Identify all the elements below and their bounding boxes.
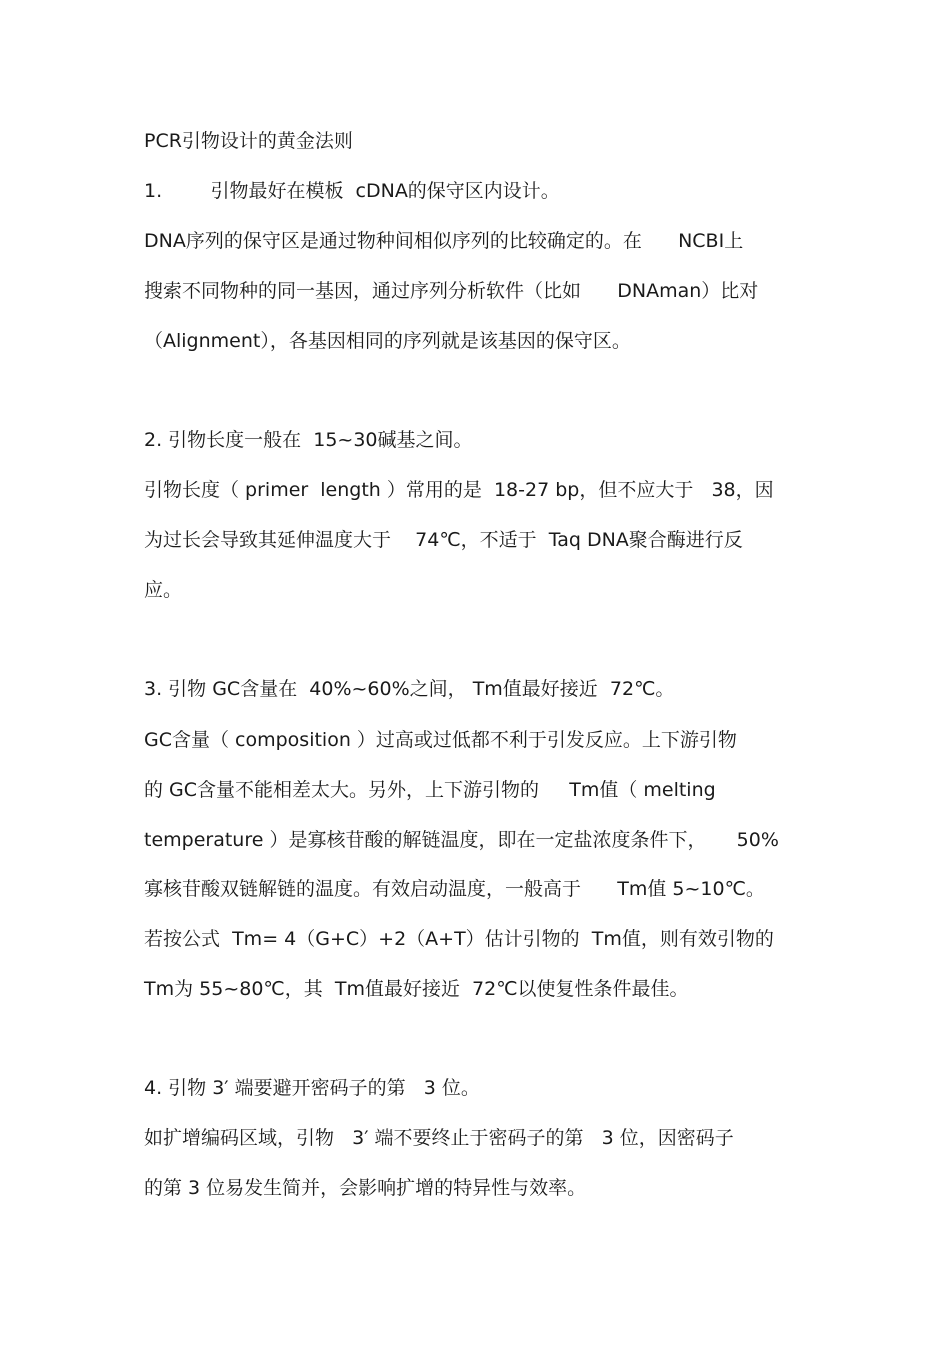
section-3-line-3: temperature ）是寡核苷酸的解链温度，即在一定盐浓度条件下， 50% bbox=[144, 829, 779, 851]
section-3-line-5: 若按公式 Tm= 4（G+C）+2（A+T）估计引物的 Tm值，则有效引物的 bbox=[144, 928, 774, 950]
section-1-heading: 1. 引物最好在模板 cDNA的保守区内设计。 bbox=[144, 180, 560, 202]
section-4-line-2: 的第 3 位易发生简并，会影响扩增的特异性与效率。 bbox=[144, 1177, 587, 1199]
section-4-heading: 4. 引物 3′ 端要避开密码子的第 3 位。 bbox=[144, 1077, 480, 1099]
section-3-line-6: Tm为 55~80℃，其 Tm值最好接近 72℃以使复性条件最佳。 bbox=[144, 978, 689, 1000]
section-2-line-1: 引物长度（ primer length ）常用的是 18-27 bp，但不应大于 38，因 bbox=[144, 479, 774, 501]
section-3-line-2: 的 GC含量不能相差太大。另外，上下游引物的 Tm值（ melting bbox=[144, 779, 716, 801]
section-3-line-4: 寡核苷酸双链解链的温度。有效启动温度，一般高于 Tm值 5~10℃。 bbox=[144, 878, 765, 900]
section-1-line-1: DNA序列的保守区是通过物种间相似序列的比较确定的。在 NCBI上 bbox=[144, 230, 744, 252]
section-1-line-2: 搜索不同物种的同一基因，通过序列分析软件（比如 DNAman）比对 bbox=[144, 280, 759, 302]
section-3-heading: 3. 引物 GC含量在 40%~60%之间， Tm值最好接近 72℃。 bbox=[144, 678, 675, 700]
section-1-line-3: （Alignment），各基因相同的序列就是该基因的保守区。 bbox=[144, 330, 631, 352]
section-2-line-2: 为过长会导致其延伸温度大于 74℃，不适于 Taq DNA聚合酶进行反 bbox=[144, 529, 743, 551]
section-3-line-1: GC含量（ composition ）过高或过低都不利于引发反应。上下游引物 bbox=[144, 729, 737, 751]
document-title: PCR引物设计的黄金法则 bbox=[144, 130, 353, 152]
section-2-heading: 2. 引物长度一般在 15~30碱基之间。 bbox=[144, 429, 473, 451]
section-4-line-1: 如扩增编码区域，引物 3′ 端不要终止于密码子的第 3 位，因密码子 bbox=[144, 1127, 734, 1149]
section-2-line-3: 应。 bbox=[144, 579, 183, 601]
